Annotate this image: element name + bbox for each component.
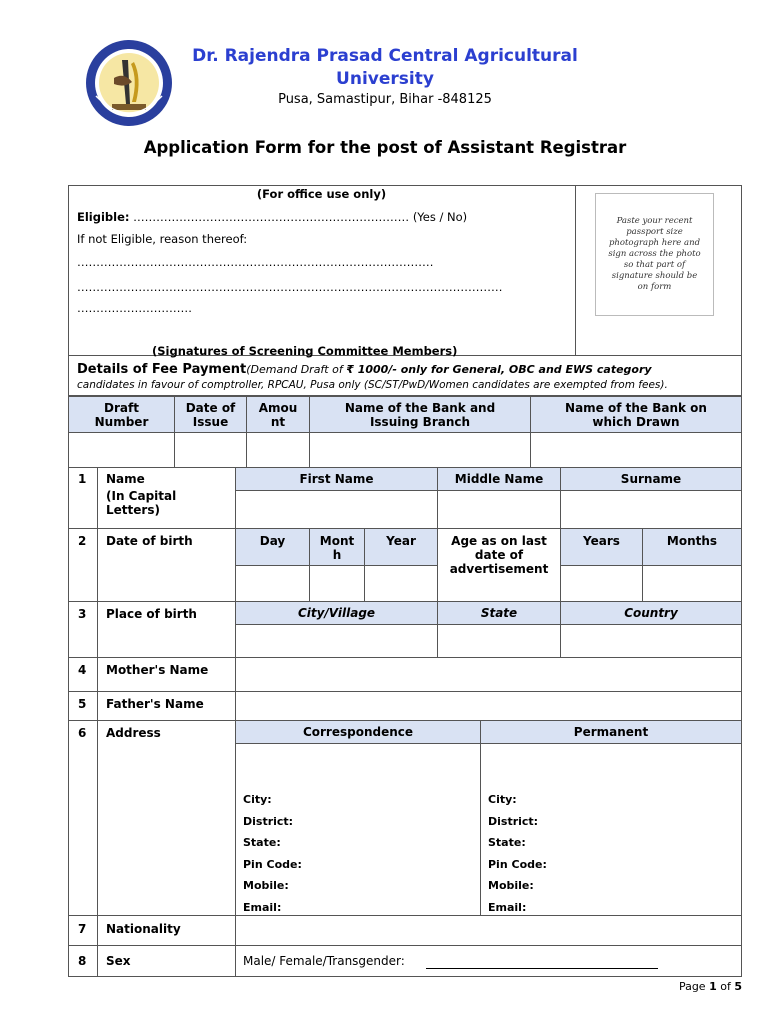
row7-number: 7 <box>68 915 98 946</box>
birth-state-input[interactable] <box>437 624 561 658</box>
row7-label: Nationality <box>97 915 236 946</box>
page-total: 5 <box>734 980 742 993</box>
surname-header: Surname <box>560 467 742 491</box>
reason-label: If not Eligible, reason thereof: <box>77 232 248 246</box>
col-date-issue-text: Date of Issue <box>185 401 236 429</box>
fee-desc-part1: (Demand Draft of <box>246 363 347 376</box>
eligible-options: (Yes / No) <box>412 210 468 224</box>
birth-country-input[interactable] <box>560 624 742 658</box>
row1-label: Name <box>106 472 145 486</box>
col-bank-drawn <box>530 396 742 433</box>
sex-underline-input[interactable] <box>426 968 658 969</box>
row1-number: 1 <box>68 467 98 529</box>
sex-options-label: Male/ Female/Transgender: <box>243 954 405 968</box>
university-name-line1: Dr. Rajendra Prasad Central Agricultural <box>192 46 578 66</box>
middle-name-input[interactable] <box>437 490 561 529</box>
correspondence-header: Correspondence <box>235 720 481 744</box>
birth-city-input[interactable] <box>235 624 438 658</box>
perm-mobile-label: Mobile: <box>488 879 534 893</box>
correspondence-address-box[interactable] <box>235 743 481 916</box>
row6-number: 6 <box>68 720 98 916</box>
reason-dots-1: ………………………………………………………………………………… <box>77 255 434 269</box>
row4-label: Mother's Name <box>97 657 236 692</box>
first-name-header: First Name <box>235 467 438 491</box>
father-name-input[interactable] <box>235 691 742 721</box>
form-title: Application Form for the post of Assistant Registrar <box>143 138 627 157</box>
col-bank-issuing <box>309 396 531 433</box>
sex-field-cell <box>235 945 742 977</box>
perm-email-label: Email: <box>488 900 527 914</box>
corr-mobile-label: Mobile: <box>243 879 289 893</box>
dob-day-input[interactable] <box>235 565 310 602</box>
fee-title: Details of Fee Payment <box>77 362 247 377</box>
row4-number: 4 <box>68 657 98 692</box>
first-name-input[interactable] <box>235 490 438 529</box>
row6-label: Address <box>97 720 236 916</box>
bank-drawn-input[interactable] <box>530 432 742 468</box>
row3-number: 3 <box>68 601 98 658</box>
perm-district-label: District: <box>488 814 539 828</box>
reason-dots-3: ………………………… <box>77 301 192 315</box>
bank-issuing-input[interactable] <box>309 432 531 468</box>
fee-desc-bold: ₹ 1000/- only for General, OBC and EWS category <box>346 363 652 376</box>
amount-input[interactable] <box>246 432 310 468</box>
day-header: Day <box>235 528 310 566</box>
row3-label: Place of birth <box>97 601 236 658</box>
row2-number: 2 <box>68 528 98 602</box>
date-issue-input[interactable] <box>174 432 247 468</box>
reason-dots-2: ………………………………………………………………………………………………… <box>77 280 503 294</box>
permanent-fields <box>488 789 547 919</box>
page-prefix: Page <box>678 980 710 993</box>
university-name-line2: University <box>336 69 434 89</box>
row2-label: Date of birth <box>97 528 236 602</box>
middle-name-header: Middle Name <box>437 467 561 491</box>
permanent-header: Permanent <box>480 720 742 744</box>
nationality-input[interactable] <box>235 915 742 946</box>
eligible-label: Eligible: <box>77 210 130 224</box>
row1-label-cell <box>97 467 236 529</box>
page-indicator <box>679 980 742 993</box>
dob-year-input[interactable] <box>364 565 438 602</box>
age-years-input[interactable] <box>560 565 643 602</box>
month-header <box>309 528 365 566</box>
col-draft-number-text: Draft Number <box>94 401 149 429</box>
age-label-cell <box>437 528 561 602</box>
eligible-line <box>77 210 467 224</box>
page-number: 1 <box>709 980 717 993</box>
years-header: Years <box>560 528 643 566</box>
row5-number: 5 <box>68 691 98 721</box>
city-village-header: City/Village <box>235 601 438 625</box>
fee-desc-line2: candidates in favour of comptroller, RPCAU, Pusa only (SC/ST/PwD/Women candidates are exempted from fees). <box>77 379 668 391</box>
photo-paste-area[interactable]: Paste your recent passport size photograph here and sign across the photo so that part of signature should be on form <box>595 193 714 316</box>
row5-label: Father's Name <box>97 691 236 721</box>
permanent-address-box[interactable] <box>480 743 742 916</box>
screening-signatures: (Signatures of Screening Committee Members) <box>152 344 458 358</box>
dob-month-input[interactable] <box>309 565 365 602</box>
university-address: Pusa, Samastipur, Bihar -848125 <box>278 92 492 107</box>
corr-state-label: State: <box>243 836 281 850</box>
page-of: of <box>716 980 735 993</box>
mother-name-input[interactable] <box>235 657 742 692</box>
age-label: Age as on last date of advertisement <box>449 534 549 576</box>
fee-line1 <box>77 362 737 377</box>
col-date-issue <box>174 396 247 433</box>
corr-district-label: District: <box>243 814 294 828</box>
perm-city-label: City: <box>488 793 517 806</box>
row8-number: 8 <box>68 945 98 977</box>
row8-label: Sex <box>97 945 236 977</box>
col-amount-text: Amou nt <box>258 401 298 429</box>
state-header: State <box>437 601 561 625</box>
col-amount <box>246 396 310 433</box>
age-months-input[interactable] <box>642 565 742 602</box>
corr-email-label: Email: <box>243 900 282 914</box>
country-header: Country <box>560 601 742 625</box>
eligible-dots: ……………………………………………………………… <box>133 210 410 224</box>
surname-input[interactable] <box>560 490 742 529</box>
year-header: Year <box>364 528 438 566</box>
office-use-heading: (For office use only) <box>256 187 387 201</box>
corr-city-label: City: <box>243 793 272 806</box>
office-photo-divider <box>575 185 576 356</box>
month-header-text: Mont h <box>319 534 355 562</box>
col-bank-drawn-text: Name of the Bank on which Drawn <box>565 401 707 429</box>
perm-state-label: State: <box>488 836 526 850</box>
row1-sublabel: (In Capital Letters) <box>106 489 177 517</box>
col-bank-issuing-text: Name of the Bank and Issuing Branch <box>344 401 496 429</box>
col-draft-number <box>68 396 175 433</box>
correspondence-fields <box>243 789 302 919</box>
corr-pincode-label: Pin Code: <box>243 857 302 871</box>
perm-pincode-label: Pin Code: <box>488 857 547 871</box>
draft-number-input[interactable] <box>68 432 175 468</box>
months-header: Months <box>642 528 742 566</box>
